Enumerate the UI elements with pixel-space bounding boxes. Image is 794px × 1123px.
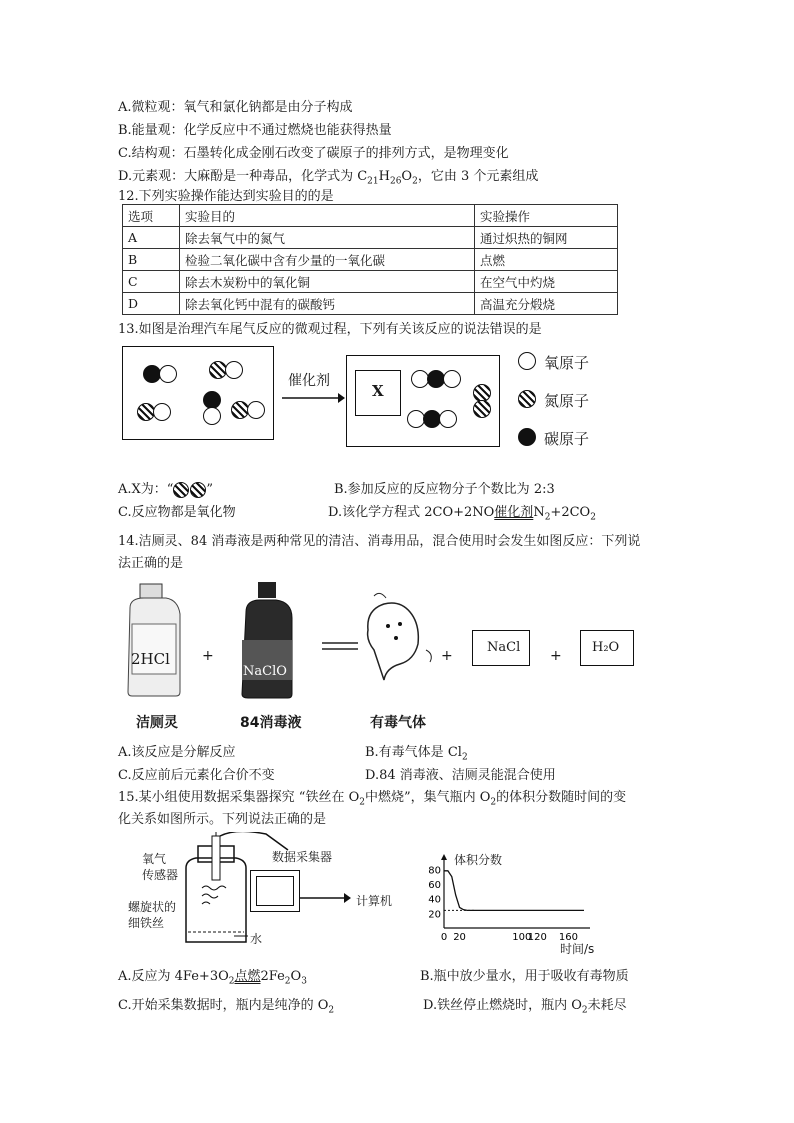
chart-xlabel: 时间/s — [560, 942, 595, 956]
q15-option-b: B.瓶中放少量水，用于吸收有毒物质 — [420, 969, 629, 984]
x-tick-label: 120 — [527, 932, 547, 943]
q13-option-b: B.参加反应的反应物分子个数比为 2:3 — [334, 482, 555, 497]
plus-sign: + — [441, 648, 453, 664]
collector-label: 数据采集器 — [272, 850, 333, 864]
table-header: 实验操作 — [475, 205, 618, 227]
q14-option-b: B.有毒气体是 $Cl_2$ — [365, 745, 468, 763]
q11-option-c: C.结构观：石墨转化成金刚石改变了碳原子的排列方式，是物理变化 — [118, 146, 509, 161]
wire-label-2: 细铁丝 — [128, 916, 165, 930]
toxic-gas-cloud-icon — [360, 590, 440, 690]
x-tick-label: 160 — [558, 932, 578, 943]
q14-stem-line1: 14.洁厕灵、84 消毒液是两种常见的清洁、消毒用品，混合使用时会发生如图反应：下列说 — [118, 534, 641, 549]
table-cell: 在空气中灼烧 — [475, 271, 618, 293]
y-axis-arrow — [441, 854, 447, 860]
water-label: 水 — [250, 932, 263, 946]
nitrogen-atom-icon — [190, 482, 206, 498]
q15-option-c: C.开始采集数据时，瓶内是纯净的 $O_2$ — [118, 998, 335, 1016]
q11-option-b: B.能量观：化学反应中不通过燃烧也能获得热量 — [118, 123, 392, 138]
oxygen-atom — [153, 403, 171, 421]
oxygen-series-line — [444, 871, 584, 911]
reaction-arrow — [280, 392, 346, 404]
q13-option-a: A.X为：“ ” — [118, 482, 214, 497]
toxic-gas-caption: 有毒气体 — [370, 715, 426, 731]
chart-ylabel: 体积分数 — [454, 853, 503, 867]
table-cell: D — [123, 293, 180, 315]
catalyst-label: 催化剂 — [288, 373, 330, 389]
x-label: X — [372, 382, 384, 400]
y-tick-label: 40 — [428, 894, 441, 906]
q14-option-c: C.反应前后元素化合价不变 — [118, 768, 275, 783]
oxygen-atom — [443, 370, 461, 388]
legend-oxygen-label: 氧原子 — [544, 354, 590, 372]
q13-stem: 13.如图是治理汽车尾气反应的微观过程，下列有关该反应的说法错误的是 — [118, 322, 542, 337]
q11-option-d: D.元素观：大麻酚是一种毒品，化学式为 $C_{21}H_{26}O_2$，它由 3 个元素组成 — [118, 169, 539, 187]
computer-label: 计算机 — [356, 894, 393, 908]
q15-stem-line1: 15.某小组使用数据采集器探究 “铁丝在 $O_2$中燃烧”，集气瓶内 $O_2$的体积分数随时间的变 — [118, 790, 627, 808]
table-row — [123, 293, 618, 315]
table-cell: B — [123, 249, 180, 271]
legend-nitrogen-icon — [518, 390, 536, 408]
table-cell: 检验二氧化碳中含有少量的一氧化碳 — [180, 249, 475, 271]
wire-label-1: 螺旋状的 — [128, 900, 177, 914]
q13-option-c: C.反应物都是氧化物 — [118, 505, 236, 520]
h2o-label: H₂O — [592, 640, 620, 655]
oxygen-atom — [225, 361, 243, 379]
table-cell: C — [123, 271, 180, 293]
bottle2-formula: NaClO — [243, 664, 287, 679]
bottle1-formula: 2HCl — [131, 650, 170, 668]
q14-option-d: D.84 消毒液、洁厕灵能混合使用 — [365, 768, 556, 783]
x-tick-label: 20 — [453, 932, 466, 943]
table-header: 实验目的 — [180, 205, 475, 227]
q15-option-a: A.反应为 $4Fe+3O_2$点燃$2Fe_2O_3$ — [118, 969, 307, 987]
table-header: 选项 — [123, 205, 180, 227]
plus-sign: + — [202, 648, 214, 664]
oxygen-atom — [247, 401, 265, 419]
legend-nitrogen-label: 氮原子 — [544, 392, 590, 410]
legend-oxygen-icon — [518, 352, 536, 370]
disinfectant-caption: 84消毒液 — [240, 715, 302, 731]
table-row — [123, 271, 618, 293]
table-cell: 高温充分煅烧 — [475, 293, 618, 315]
disinfectant-bottle-icon — [232, 578, 306, 702]
table-header-row — [123, 205, 618, 227]
toilet-cleaner-bottle-icon — [120, 580, 190, 700]
table-row — [123, 227, 618, 249]
table-cell: 通过炽热的铜网 — [475, 227, 618, 249]
y-tick-label: 20 — [428, 909, 441, 921]
plus-sign: + — [550, 648, 562, 664]
products-box — [346, 355, 500, 447]
oxygen-atom — [439, 410, 457, 428]
table-row — [123, 249, 618, 271]
collector-screen — [256, 876, 294, 906]
q13-option-d: D.该化学方程式 2CO+2NO催化剂$N_2+2CO_2$ — [328, 505, 596, 523]
table-cell: 除去氧气中的氮气 — [180, 227, 475, 249]
x-placeholder-box — [355, 370, 401, 416]
nacl-label: NaCl — [487, 640, 521, 655]
q12-table — [122, 204, 618, 315]
x-tick-label: 0 — [440, 932, 448, 943]
table-cell: A — [123, 227, 180, 249]
sensor-label-2: 传感器 — [142, 868, 179, 882]
legend-carbon-icon — [518, 428, 536, 446]
y-tick-label: 60 — [428, 880, 441, 891]
sensor-label-1: 氧气 — [142, 852, 167, 866]
nitrogen-atom — [473, 400, 491, 418]
q14-option-a: A.该反应是分解反应 — [118, 745, 236, 760]
equals-sign-icon — [322, 640, 358, 656]
table-cell: 点燃 — [475, 249, 618, 271]
q14-stem-line2: 法正确的是 — [118, 556, 184, 571]
data-collector-box — [250, 870, 300, 912]
oxygen-atom — [159, 365, 177, 383]
q15-option-d: D.铁丝停止燃烧时，瓶内 $O_2$未耗尽 — [423, 998, 627, 1016]
toilet-cleaner-caption: 洁厕灵 — [136, 715, 178, 731]
computer-arrow — [300, 892, 352, 904]
q12-stem: 12.下列实验操作能达到实验目的的是 — [118, 189, 334, 204]
nitrogen-atom-icon — [173, 482, 189, 498]
legend-carbon-label: 碳原子 — [544, 430, 590, 448]
q15-stem-line2: 化关系如图所示。下列说法正确的是 — [118, 812, 327, 827]
oxygen-atom — [203, 407, 221, 425]
reactants-box — [122, 346, 274, 440]
x-tick-label: 100 — [512, 932, 532, 943]
q11-option-a: A.微粒观：氧气和氯化钠都是由分子构成 — [118, 100, 353, 115]
table-cell: 除去氧化钙中混有的碳酸钙 — [180, 293, 475, 315]
y-tick-label: 80 — [428, 865, 441, 877]
table-cell: 除去木炭粉中的氧化铜 — [180, 271, 475, 293]
